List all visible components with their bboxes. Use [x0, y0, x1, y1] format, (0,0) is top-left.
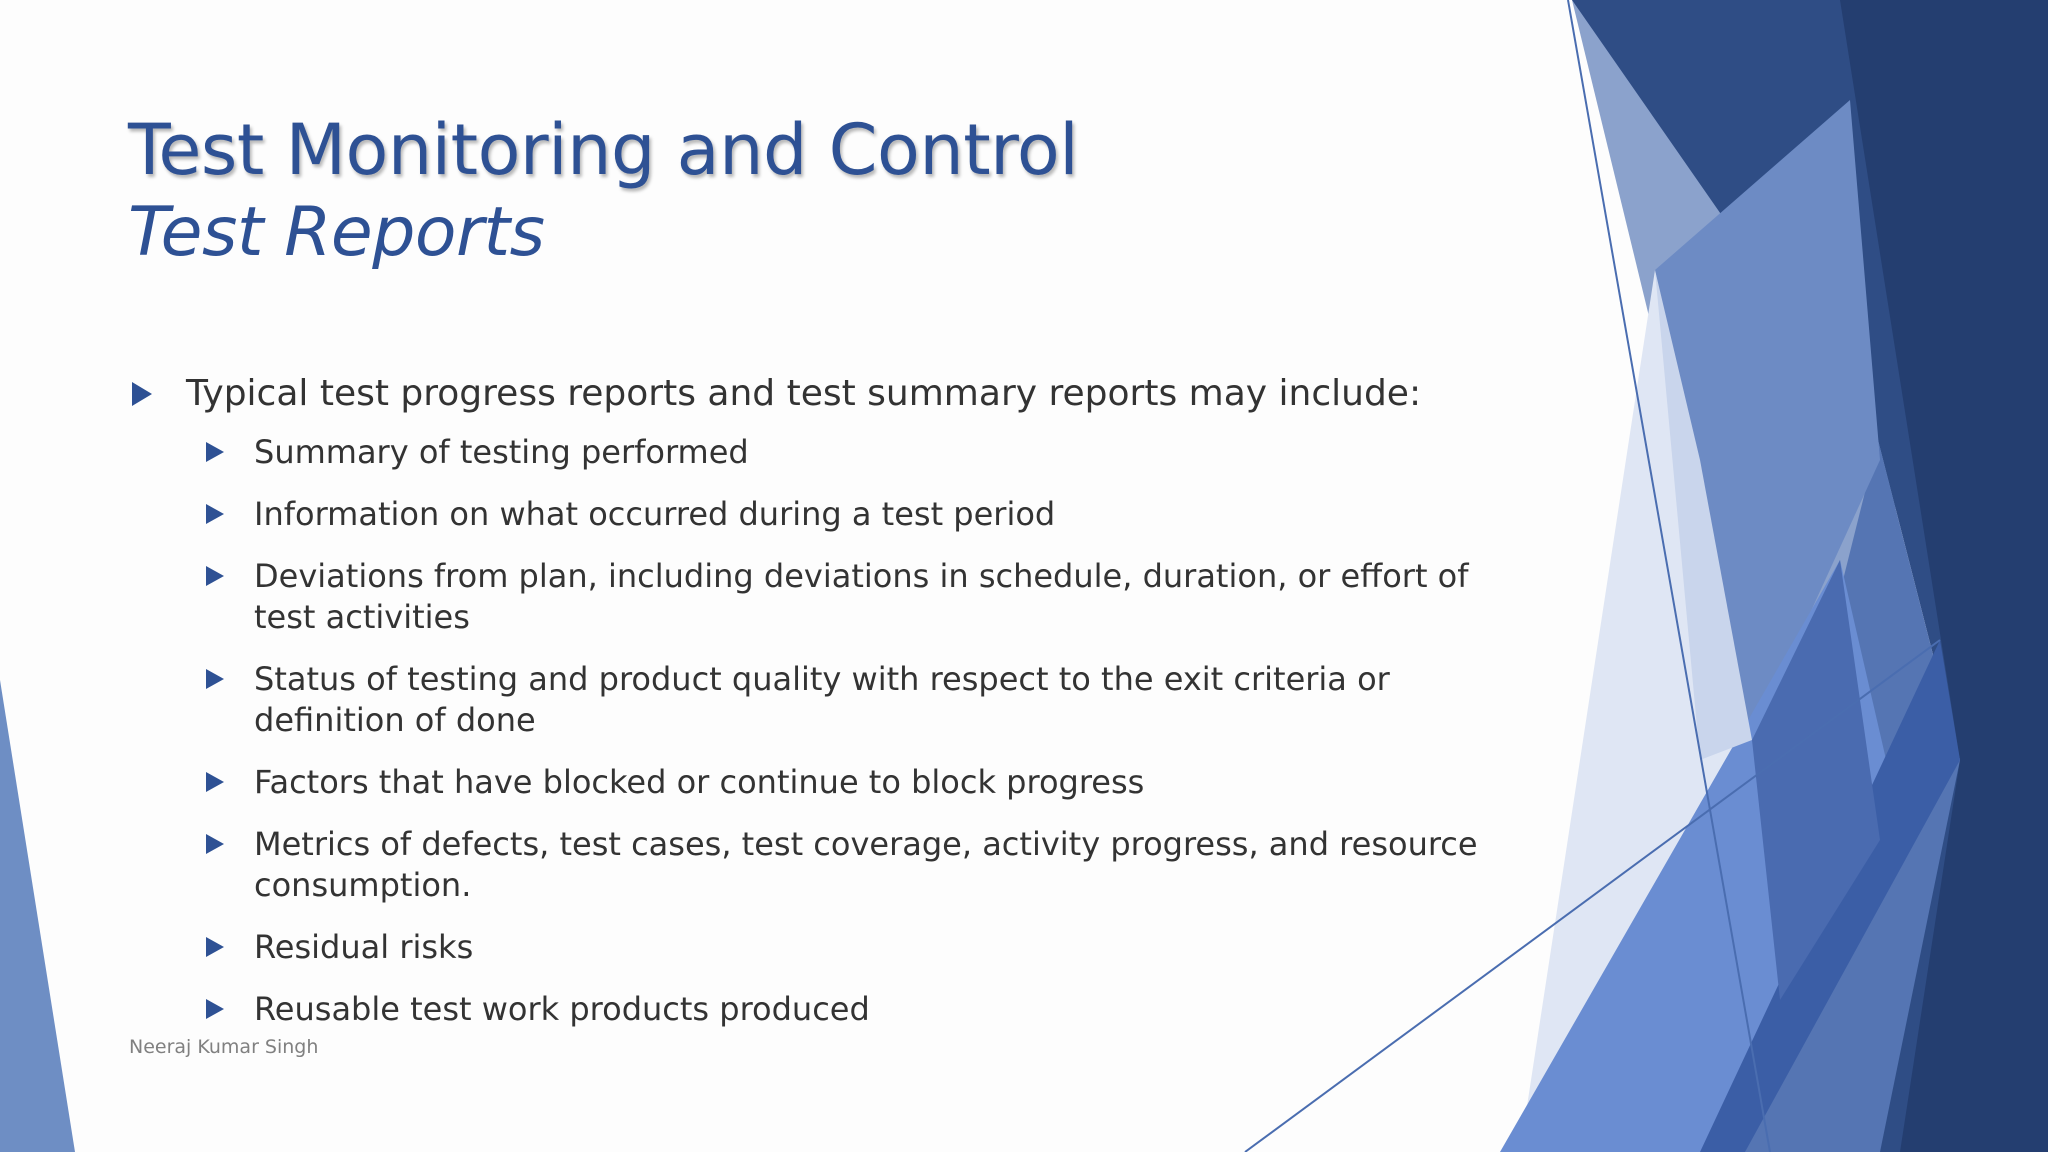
- sub-bullet-text: Deviations from plan, including deviations in schedule, duration, or effort of test activities: [254, 557, 1469, 636]
- sub-bullet-text: Information on what occurred during a test period: [254, 495, 1056, 533]
- sub-bullet: [204, 989, 1528, 1030]
- sub-bullet: [204, 659, 1528, 741]
- sub-bullet: [204, 927, 1528, 968]
- sub-bullet: [204, 494, 1528, 535]
- triangle-bullet-icon: [206, 504, 224, 524]
- sub-bullet: [204, 824, 1528, 906]
- intro-bullet: [128, 370, 1528, 418]
- sub-bullet: [204, 432, 1528, 473]
- triangle-bullet-icon: [206, 999, 224, 1019]
- triangle-bullet-icon: [132, 382, 152, 406]
- bullet-list: [128, 370, 1528, 1051]
- sub-bullet-text: Factors that have blocked or continue to block progress: [254, 763, 1145, 801]
- slide-title: Test Monitoring and Control: [128, 109, 1079, 191]
- sub-bullet-text: Reusable test work products produced: [254, 990, 870, 1028]
- triangle-bullet-icon: [206, 669, 224, 689]
- sub-bullet-text: Status of testing and product quality with respect to the exit criteria or definition of done: [254, 660, 1390, 739]
- triangle-bullet-icon: [206, 772, 224, 792]
- sub-bullet: [204, 556, 1528, 638]
- triangle-bullet-icon: [206, 442, 224, 462]
- triangle-bullet-icon: [206, 834, 224, 854]
- title-block: [128, 108, 1528, 274]
- footer-author: Neeraj Kumar Singh: [129, 1036, 319, 1058]
- sub-bullet-text: Metrics of defects, test cases, test coverage, activity progress, and resource consumption.: [254, 825, 1478, 904]
- sub-bullet: [204, 762, 1528, 803]
- sub-bullet-text: Summary of testing performed: [254, 433, 749, 471]
- triangle-bullet-icon: [206, 566, 224, 586]
- slide-subtitle: Test Reports: [128, 193, 545, 272]
- triangle-bullet-icon: [206, 937, 224, 957]
- sub-bullet-text: Residual risks: [254, 928, 474, 966]
- intro-bullet-text: Typical test progress reports and test summary reports may include:: [186, 373, 1422, 414]
